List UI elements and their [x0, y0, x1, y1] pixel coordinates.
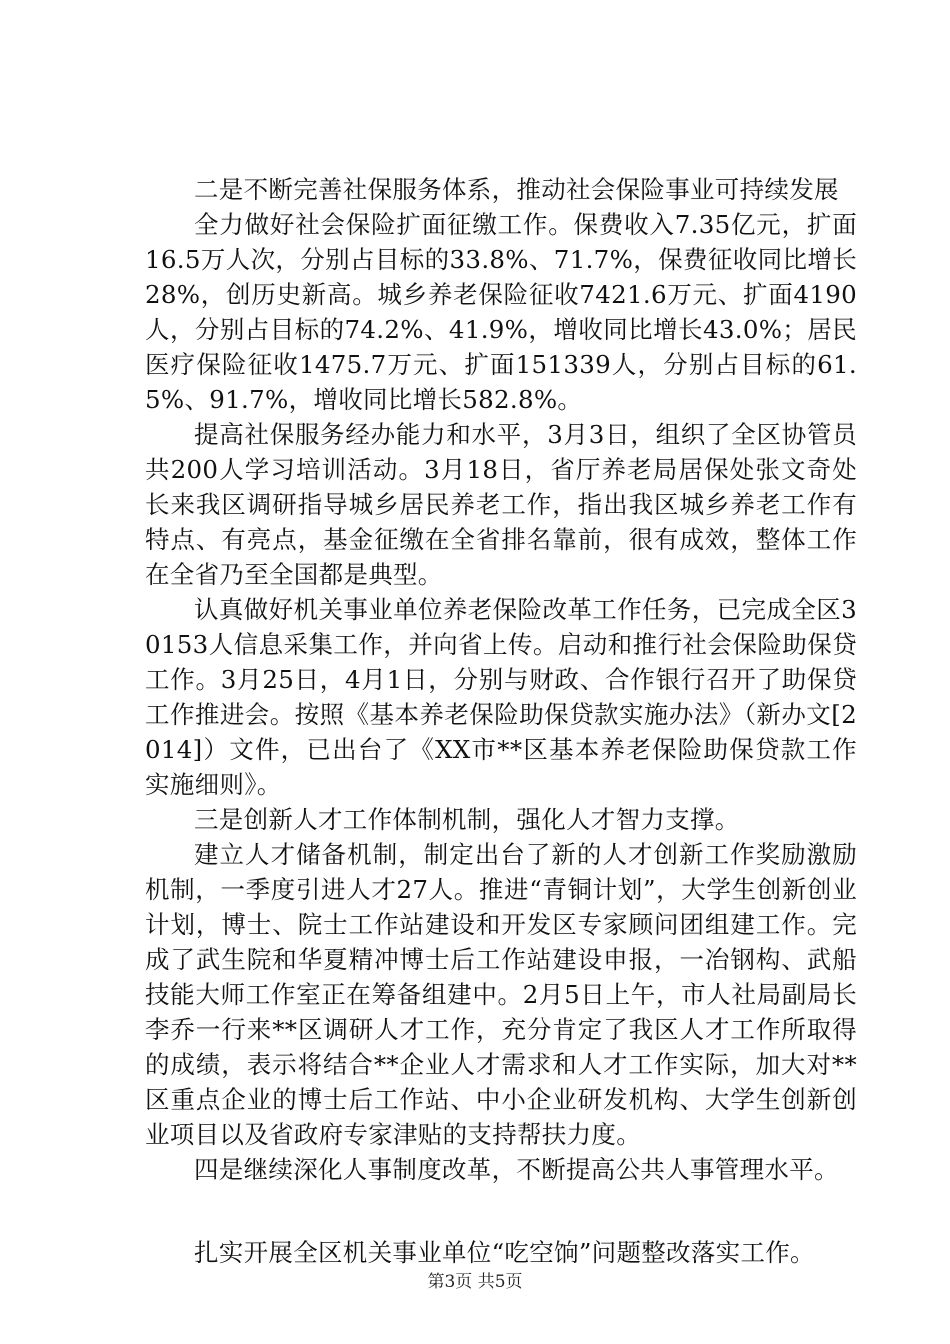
paragraph-rectification: 扎实开展全区机关事业单位“吃空饷”问题整改落实工作。 — [194, 1238, 815, 1267]
section-heading-talent: 三是创新人才工作体制机制，强化人才智力支撑。 — [194, 805, 740, 834]
paragraph-talent-reserve: 建立人才储备机制，制定出台了新的人才创新工作奖励激励机制，一季度引进人才27人。推进“青铜计划”，大学生创新创业计划，博士、院士工作站建设和开发区专家顾问团组建工作。完成了武生院和华夏精冲博士后工作站建设申报，一冶钢构、武船技能大师工作室正在筹备组建中。2月5日上午，市人社局副局长李乔一行来**区调研人才工作，充分肯定了我区人才工作所取得的成绩，表示将结合**企业人才需求和人才工作实际，加大对**区重点企业的博士后工作站、中小企业研发机构、大学生创新创业项目以及省政府专家津贴的支持帮扶力度。 — [145, 840, 857, 1149]
paragraph-service-capacity: 提高社保服务经办能力和水平，3月3日，组织了全区协管员共200人学习培训活动。3月18日，省厅养老局居保处张文奇处长来我区调研指导城乡居民养老工作，指出我区城乡养老工作有特点、有亮点，基金征缴在全省排名靠前，很有成效，整体工作在全省乃至全国都是典型。 — [145, 420, 857, 589]
section-heading-personnel-reform: 四是继续深化人事制度改革，不断提高公共人事管理水平。 — [194, 1155, 839, 1184]
page-number: 第3页 共5页 — [427, 1272, 523, 1292]
document-body — [145, 172, 857, 1270]
section-heading-social-security: 二是不断完善社保服务体系，推动社会保险事业可持续发展 — [194, 175, 839, 204]
paragraph-pension-reform: 认真做好机关事业单位养老保险改革工作任务，已完成全区30153人信息采集工作，并向省上传。启动和推行社会保险助保贷工作。3月25日，4月1日，分别与财政、合作银行召开了助保贷工作推进会。按照《基本养老保险助保贷款实施办法》（新办文[2014]）文件，已出台了《XX市**区基本养老保险助保贷款工作实施细则》。 — [145, 595, 857, 799]
paragraph-insurance-collection: 全力做好社会保险扩面征缴工作。保费收入7.35亿元，扩面16.5万人次，分别占目标的33.8%、71.7%，保费征收同比增长28%，创历史新高。城乡养老保险征收7421.6万元、扩面4190人，分别占目标的74.2%、41.9%，增收同比增长43.0%；居民医疗保险征收1475.7万元、扩面151339人，分别占目标的61.5%、91.7%，增收同比增长582.8%。 — [145, 210, 857, 414]
